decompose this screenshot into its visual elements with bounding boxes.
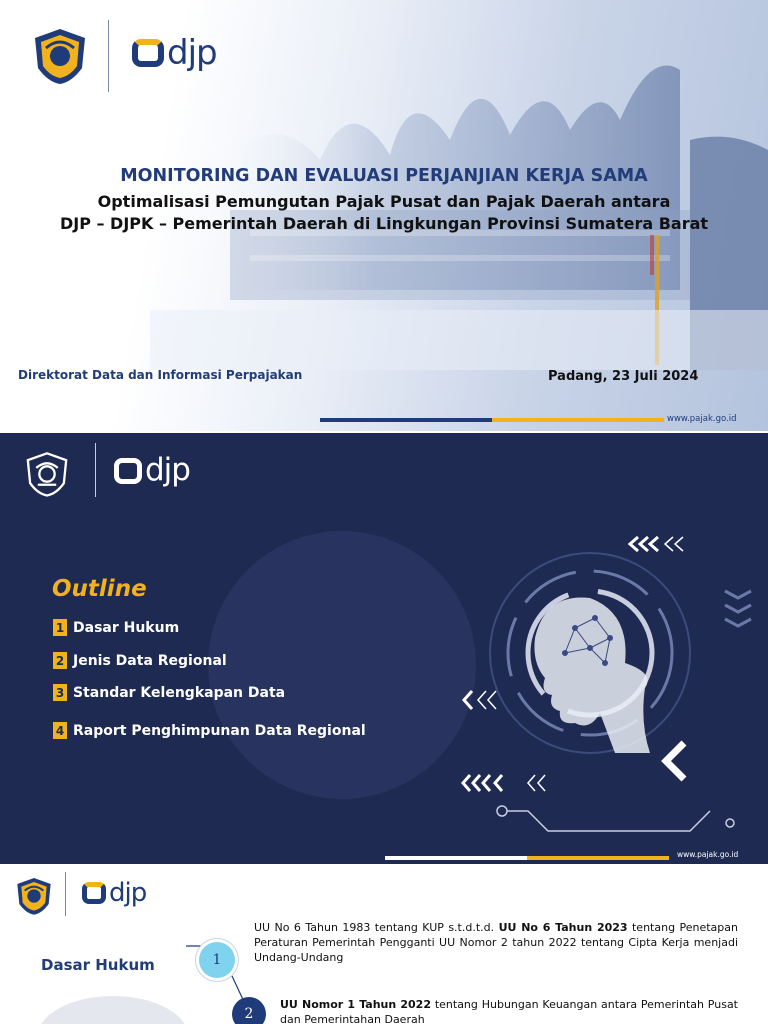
outline-number-badge: 1 xyxy=(53,619,67,636)
outline-item-label: Raport Penghimpunan Data Regional xyxy=(73,722,366,739)
chevron-left-icon xyxy=(666,743,684,779)
logo-divider xyxy=(108,20,109,92)
point-text-2 xyxy=(280,997,738,1024)
djp-logo-text: djp xyxy=(109,878,147,908)
dasar-hukum-heading: Dasar Hukum xyxy=(41,956,155,974)
cover-title: MONITORING DAN EVALUASI PERJANJIAN KERJA SAMA xyxy=(120,166,648,186)
slide-dasar-hukum xyxy=(0,866,768,1024)
outline-item-label: Jenis Data Regional xyxy=(73,652,227,669)
slide-outline xyxy=(0,433,768,864)
cover-subtitle-line1: Optimalisasi Pemungutan Pajak Pusat dan Pajak Daerah antara xyxy=(97,192,671,211)
point-text-plain: tentang Penetapan Peraturan Pemerintah Pengganti UU Nomor 2 tahun 2022 tentang Cipta Kerja menjadi Undang-Undang xyxy=(254,921,738,964)
point-number-1: 1 xyxy=(199,942,235,978)
outline-heading: Outline xyxy=(52,576,147,602)
cover-accent-bar xyxy=(320,418,664,422)
point-text-bold: UU No 6 Tahun 2023 xyxy=(498,921,628,934)
logo-divider xyxy=(95,443,96,497)
kemenkeu-emblem-icon xyxy=(24,451,70,497)
outline-item-label: Standar Kelengkapan Data xyxy=(73,684,286,701)
outline-number-badge: 3 xyxy=(53,684,67,701)
cover-date: Padang, 23 Juli 2024 xyxy=(548,369,699,384)
outline-number-badge: 4 xyxy=(53,722,67,739)
background-circle xyxy=(208,531,476,799)
djp-logo-mark xyxy=(132,39,164,67)
slide-cover xyxy=(0,0,768,431)
outline-item-4 xyxy=(53,722,366,739)
outline-item-1 xyxy=(53,619,179,636)
djp-logo-text: djp xyxy=(145,452,190,488)
djp-logo-mark xyxy=(114,458,142,484)
outline-accent-bar xyxy=(385,856,669,860)
djp-logo-icon xyxy=(132,33,217,73)
point-number-2: 2 xyxy=(232,997,266,1024)
outline-item-3 xyxy=(53,684,285,701)
outline-item-label: Dasar Hukum xyxy=(73,619,180,636)
djp-logo-text: djp xyxy=(167,33,217,73)
cover-url[interactable]: www.pajak.go.id xyxy=(667,414,737,424)
cover-organization: Direktorat Data dan Informasi Perpajakan xyxy=(18,368,303,382)
point-text-plain: tentang Hubungan Keuangan antara Pemerintah Pusat dan Pemerintahan Daerah xyxy=(280,998,738,1024)
ai-head-icon xyxy=(440,513,768,843)
outline-url[interactable]: www.pajak.go.id xyxy=(677,850,739,859)
djp-logo-icon xyxy=(114,452,190,488)
point-text-bold: UU Nomor 1 Tahun 2022 xyxy=(280,998,431,1011)
kemenkeu-emblem-icon xyxy=(30,26,90,86)
cover-subtitle-line2: DJP – DJPK – Pemerintah Daerah di Lingkungan Provinsi Sumatera Barat xyxy=(59,214,709,233)
point-text-1 xyxy=(254,920,738,965)
outline-number-badge: 2 xyxy=(53,652,67,669)
point-text-plain: UU No 6 Tahun 1983 tentang KUP s.t.d.t.d. xyxy=(254,921,499,934)
outline-item-2 xyxy=(53,652,227,669)
